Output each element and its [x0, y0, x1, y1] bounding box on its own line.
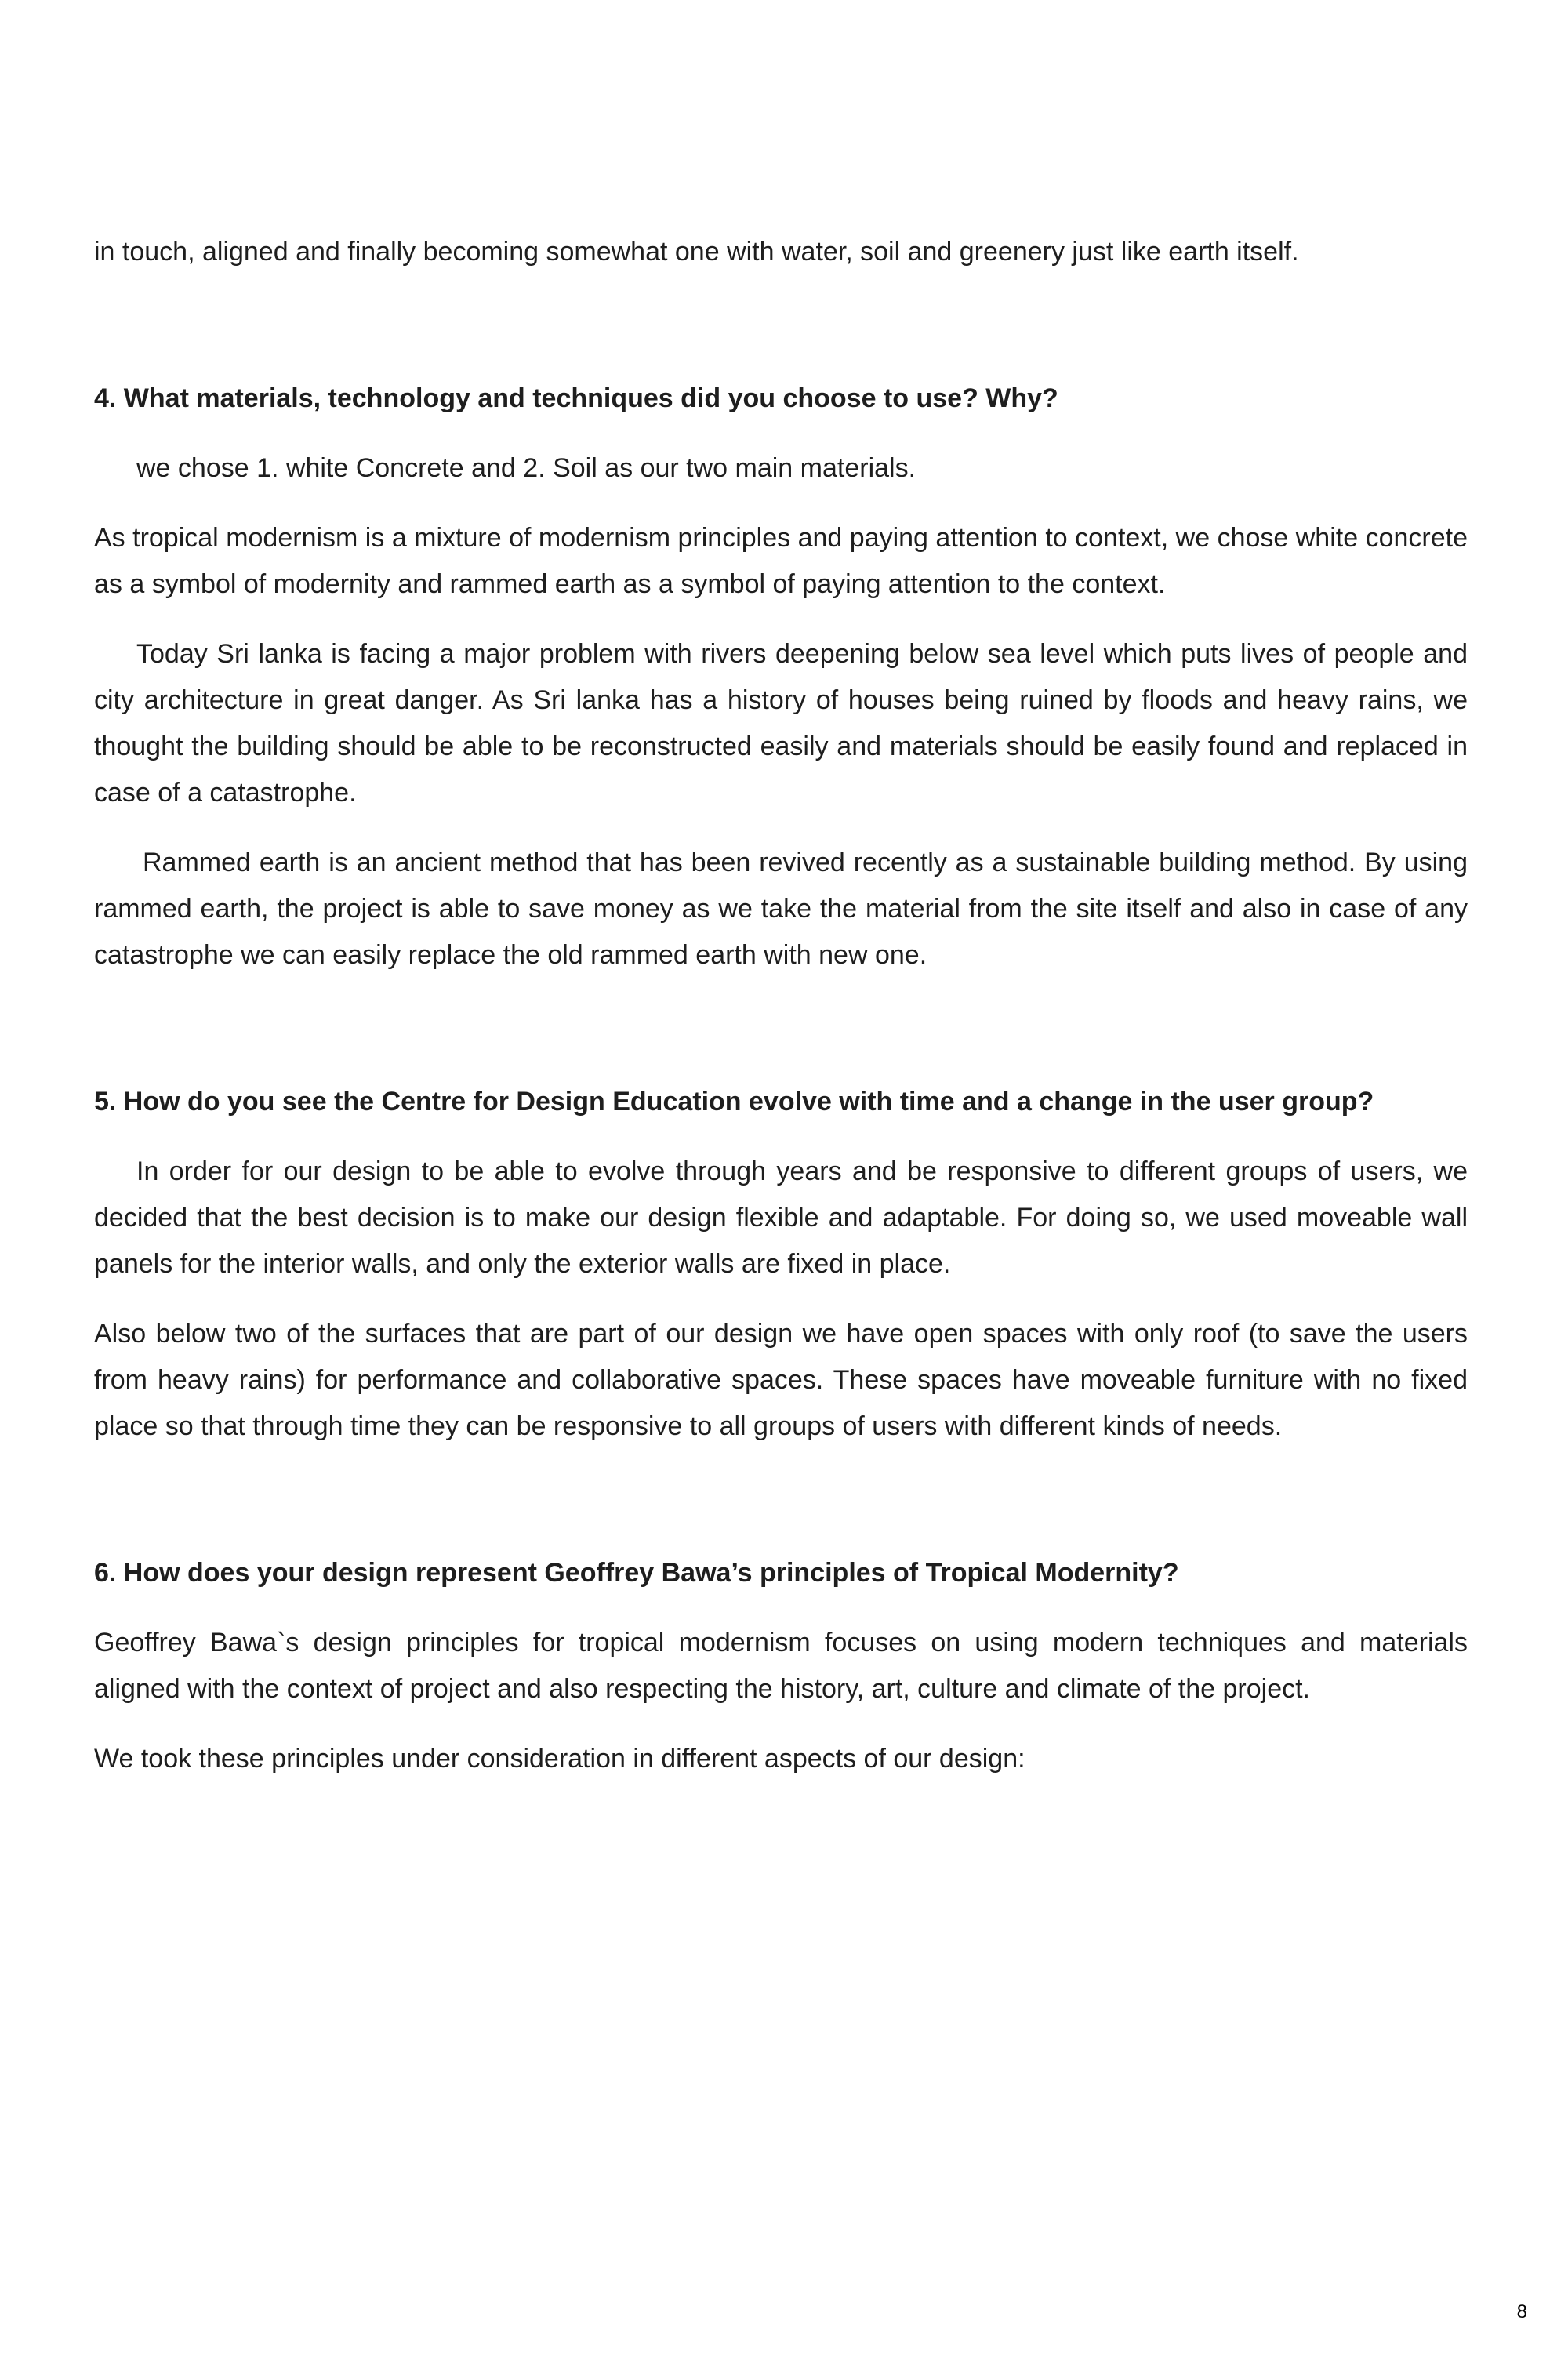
q6-paragraph-2: We took these principles under consideration in different aspects of our design:	[94, 1744, 1025, 1774]
paragraph-gap	[94, 816, 1468, 840]
q6-heading: 6. How does your design represent Geoffrey Bawa’s principles of Tropical Modernity?	[94, 1558, 1179, 1588]
section-gap	[94, 979, 1468, 1079]
document-body	[94, 229, 1468, 1782]
paragraph-gap	[94, 422, 1468, 445]
intro-continuation: in touch, aligned and finally becoming somewhat one with water, soil and greenery just like earth itself.	[94, 237, 1299, 267]
q5-paragraph-1: In order for our design to be able to evolve through years and be responsive to different groups of users, we decided that the best decision is to make our design flexible and adaptable. For doing so, we used moveable wall panels for the interior walls, and only the exterior walls are fixed in place.	[94, 1157, 1468, 1279]
section-gap	[94, 1450, 1468, 1550]
page-number: 8	[1516, 2301, 1527, 2322]
paragraph-gap	[94, 1712, 1468, 1736]
paragraph-gap	[94, 1125, 1468, 1149]
paragraph-gap	[94, 1596, 1468, 1620]
q4-paragraph-1: we chose 1. white Concrete and 2. Soil as our two main materials.	[136, 453, 916, 483]
paragraph-gap	[94, 1287, 1468, 1311]
paragraph-gap	[94, 608, 1468, 631]
q4-heading: 4. What materials, technology and techniques did you choose to use? Why?	[94, 383, 1058, 413]
q4-paragraph-3: Today Sri lanka is facing a major problem with rivers deepening below sea level which puts lives of people and city architecture in great danger. As Sri lanka has a history of houses being ruined by floods and heavy rains, we thought the building should be able to be reconstructed easily and materials should be easily found and replaced in case of a catastrophe.	[94, 639, 1468, 808]
q4-paragraph-4: Rammed earth is an ancient method that has been revived recently as a sustainable building method. By using rammed earth, the project is able to save money as we take the material from the site itself and also in case of any catastrophe we can easily replace the old rammed earth with new one.	[94, 848, 1468, 970]
q6-paragraph-1: Geoffrey Bawa`s design principles for tropical modernism focuses on using modern techniques and materials aligned with the context of project and also respecting the history, art, culture and climate of the project.	[94, 1628, 1468, 1704]
paragraph-gap	[94, 492, 1468, 515]
section-gap	[94, 275, 1468, 376]
q5-paragraph-2: Also below two of the surfaces that are part of our design we have open spaces with only roof (to save the users from heavy rains) for performance and collaborative spaces. These spaces have moveable furniture with no fixed place so that through time they can be responsive to all groups of users with different kinds of needs.	[94, 1319, 1468, 1441]
q4-paragraph-2: As tropical modernism is a mixture of modernism principles and paying attention to context, we chose white concrete as a symbol of modernity and rammed earth as a symbol of paying attention to the context.	[94, 523, 1468, 599]
q5-heading: 5. How do you see the Centre for Design Education evolve with time and a change in the user group?	[94, 1087, 1374, 1117]
